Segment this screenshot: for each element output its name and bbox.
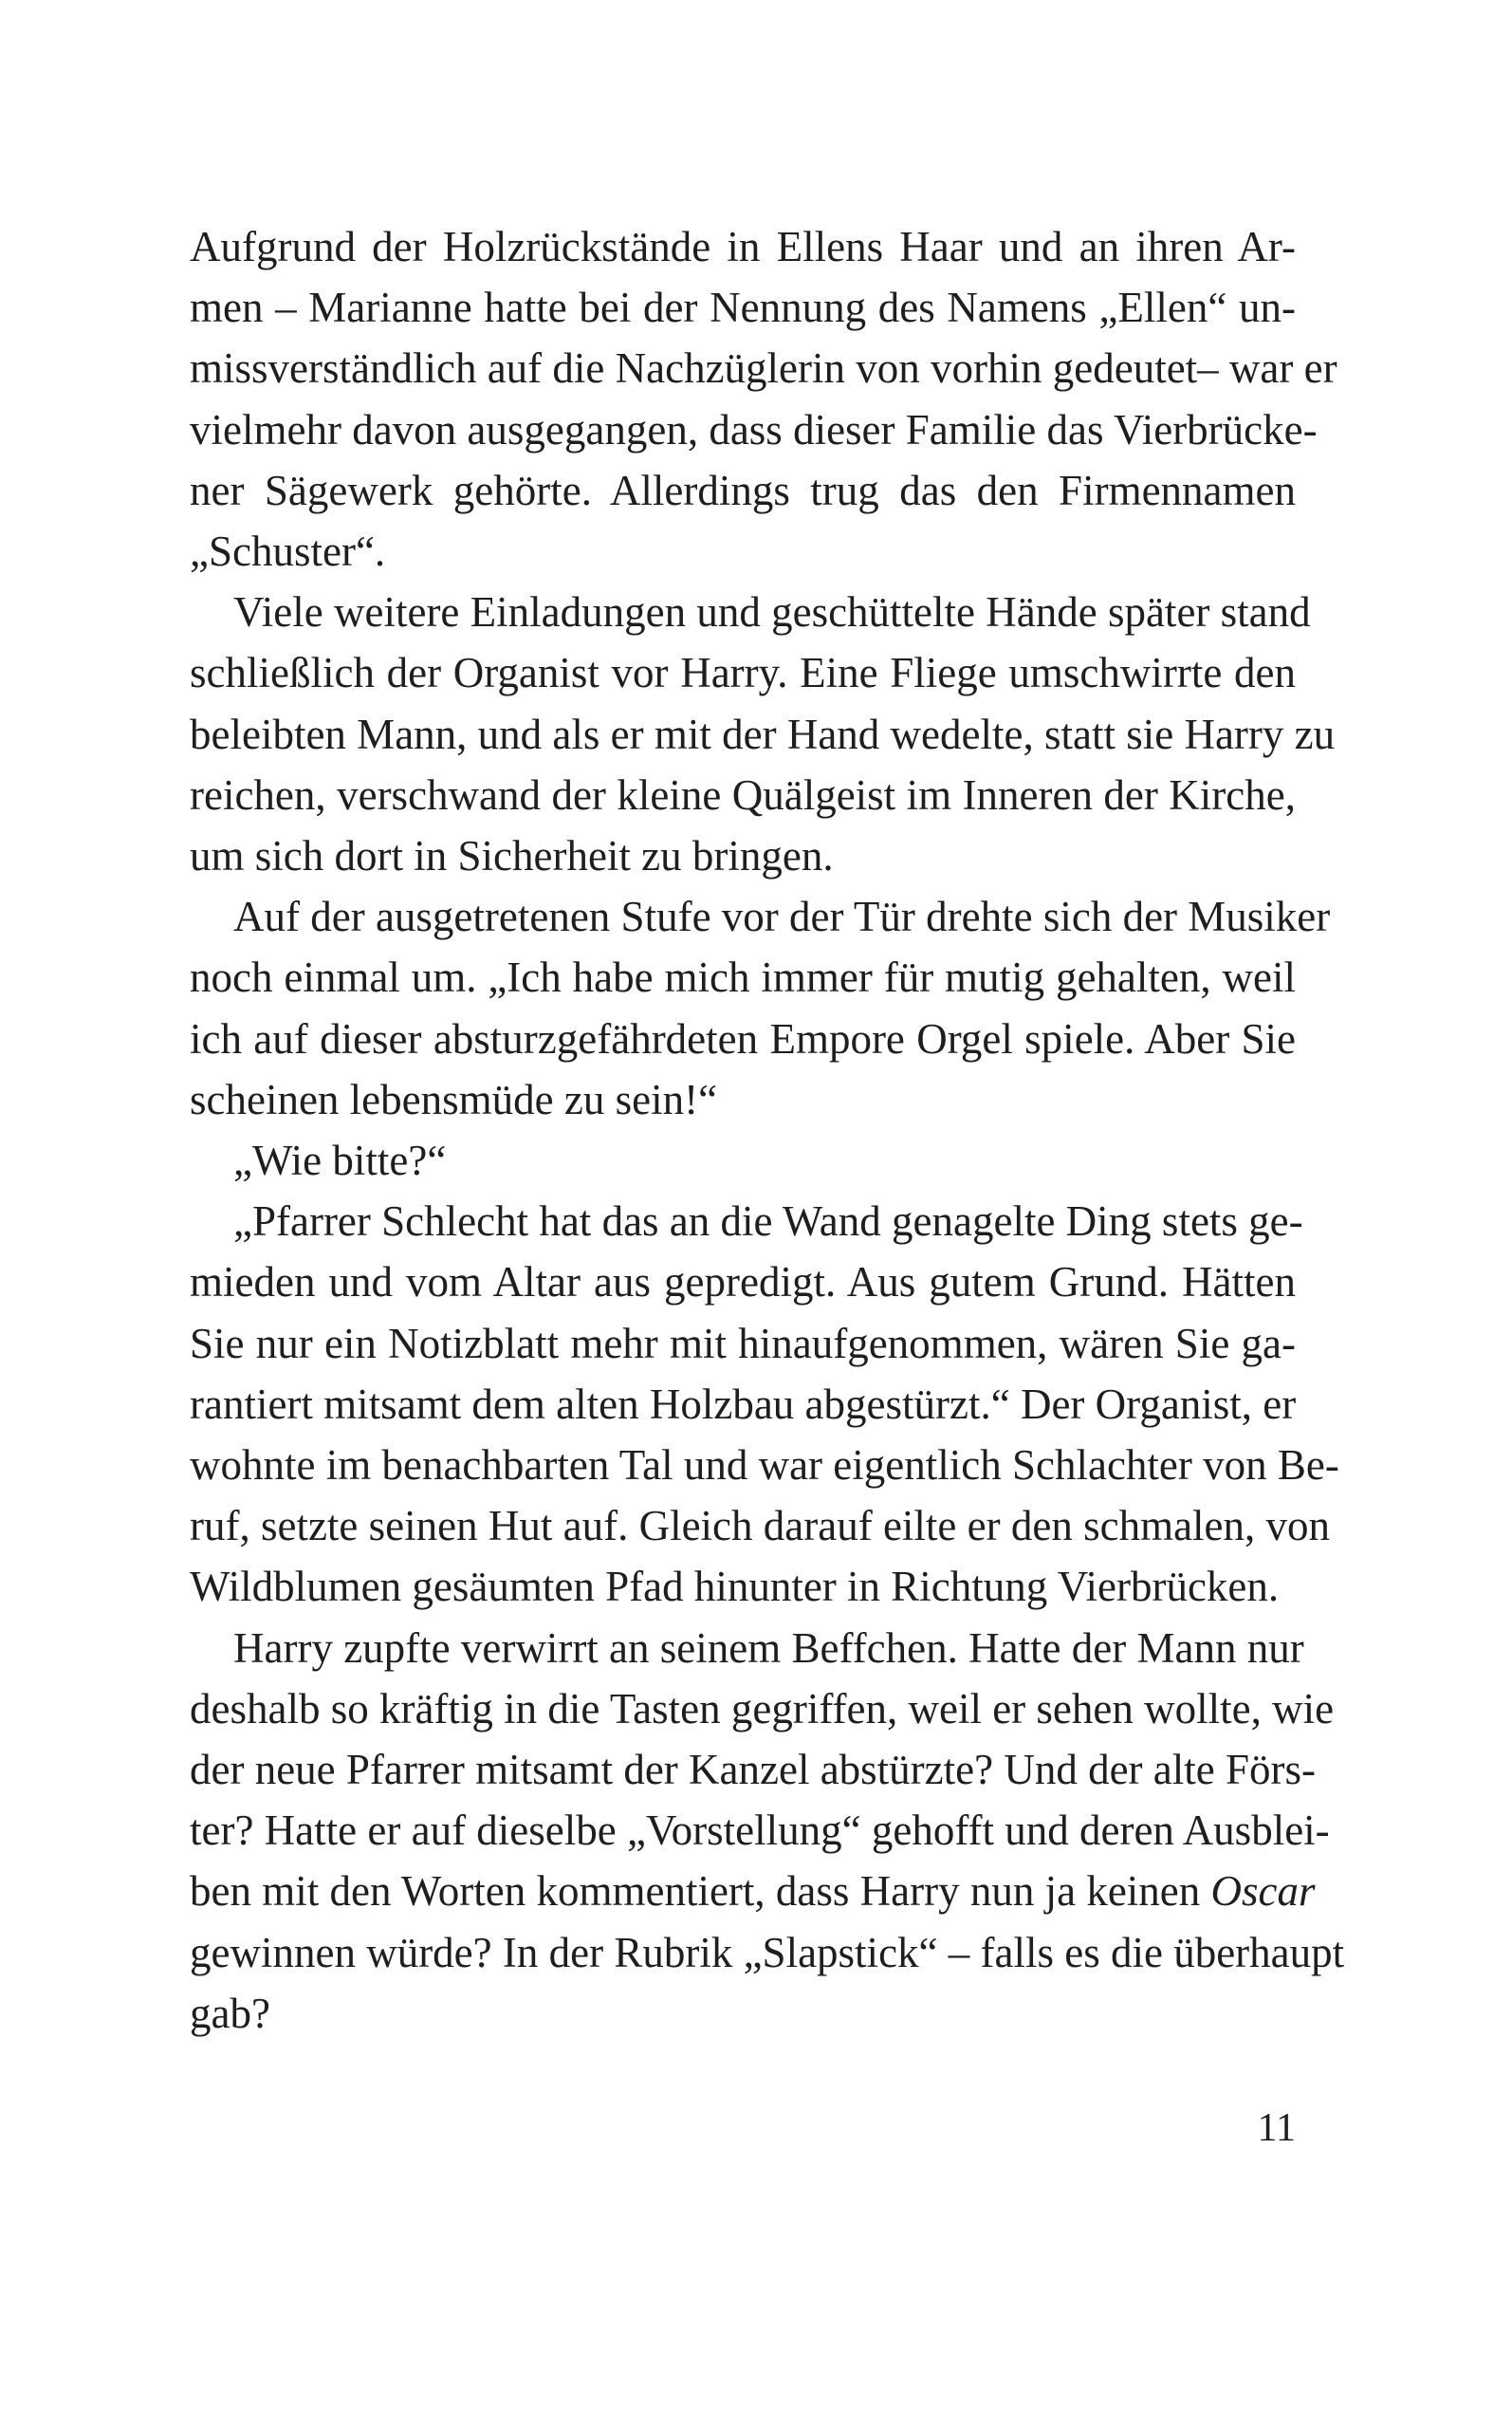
text-line: beleibten Mann, und als er mit der Hand wedelte, statt sie Harry zu	[190, 710, 1336, 758]
text-line: Auf der ausgetretenen Stufe vor der Tür drehte sich der Musiker	[233, 893, 1331, 941]
text-line: mieden und vom Altar aus gepredigt. Aus gutem Grund. Hätten	[190, 1258, 1296, 1306]
paragraph	[190, 1130, 1296, 1191]
text-line: der neue Pfarrer mitsamt der Kanzel abstürzte? Und der alte Förs-	[190, 1746, 1317, 1794]
text-line: ruf, setzte seinen Hut auf. Gleich darauf eilte er den schmalen, von	[190, 1502, 1331, 1550]
text-line: „Schuster“.	[190, 528, 386, 576]
paragraph	[190, 582, 1336, 886]
text-line: gewinnen würde? In der Rubrik „Slapstick“ – falls es die überhaupt	[190, 1928, 1345, 1976]
text-line: scheinen lebensmüde zu sein!“	[190, 1075, 718, 1123]
page-number: 11	[1257, 2106, 1296, 2150]
text-line: ich auf dieser absturzgefährdeten Empore Orgel spiele. Aber Sie	[190, 1014, 1296, 1063]
text-line: Aufgrund der Holzrückstände in Ellens Haar und an ihren Ar-	[190, 223, 1296, 270]
text-line: schließlich der Organist vor Harry. Eine Fliege umschwirrte den	[190, 649, 1296, 697]
text-line: deshalb so kräftig in die Tasten gegriffen, weil er sehen wollte, wie	[190, 1684, 1335, 1733]
text-line: ter? Hatte er auf dieselbe „Vorstellung“ gehofft und deren Ausblei-	[190, 1807, 1330, 1855]
text-line: Sie nur ein Notizblatt mehr mit hinaufgenommen, wären Sie ga-	[190, 1319, 1296, 1367]
text-line: men – Marianne hatte bei der Nennung des Namens „Ellen“ un-	[190, 284, 1296, 332]
text-line: gab?	[190, 1989, 270, 2037]
text-line: missverständlich auf die Nachzüglerin von vorhin gedeutet– war er	[190, 344, 1337, 393]
paragraph	[190, 886, 1331, 1130]
text-line: Viele weitere Einladungen und geschüttelte Hände später stand	[233, 588, 1311, 637]
text-line: vielmehr davon ausgegangen, dass dieser Familie das Vierbrücke-	[190, 405, 1318, 454]
text-line: reichen, verschwand der kleine Quälgeist im Inneren der Kirche,	[190, 770, 1296, 819]
text-line: rantiert mitsamt dem alten Holzbau abgestürzt.“ Der Organist, er	[190, 1380, 1297, 1428]
text-line: um sich dort in Sicherheit zu bringen.	[190, 832, 834, 880]
text-line: noch einmal um. „Ich habe mich immer für mutig gehalten, weil	[190, 954, 1296, 1002]
text-line: Wildblumen gesäumten Pfad hinunter in Richtung Vierbrücken.	[190, 1563, 1280, 1611]
text-line: wohnte im benachbarten Tal und war eigentlich Schlachter von Be-	[190, 1441, 1339, 1490]
text-line: ner Sägewerk gehörte. Allerdings trug das den Firmennamen	[190, 466, 1296, 514]
paragraph	[190, 216, 1337, 582]
text-line: „Pfarrer Schlecht hat das an die Wand genagelte Ding stets ge-	[233, 1197, 1303, 1246]
text-line: Harry zupfte verwirrt an seinem Beffchen. Hatte der Mann nur	[233, 1623, 1304, 1672]
paragraph	[190, 1191, 1339, 1617]
paragraph	[190, 1618, 1345, 2044]
body-text	[190, 216, 1345, 2044]
text-line: ben mit den Worten kommentiert, dass Harry nun ja keinen Oscar	[190, 1867, 1316, 1916]
text-line: „Wie bitte?“	[233, 1137, 447, 1185]
